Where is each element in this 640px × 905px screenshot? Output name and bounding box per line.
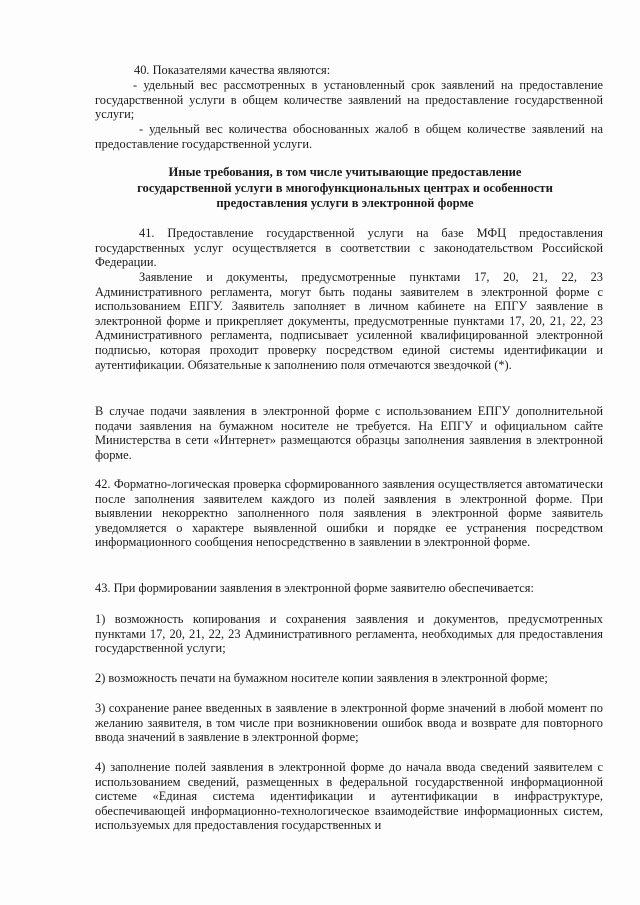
list-item-2: 2) возможность печати на бумажном носителе копии заявления в электронной форме;: [95, 671, 548, 685]
paragraph-43: 43. При формировании заявления в электронной форме заявителю обеспечивается:: [95, 581, 534, 595]
paragraph-40-item-1: - удельный вес рассмотренных в установленный срок заявлений на предоставление государственной услуги в общем количестве заявлений на предоставление государственной услуги;: [95, 78, 603, 122]
list-item-2-block: [95, 671, 603, 686]
paragraph-41-block: [95, 226, 603, 270]
paragraph-40-item-1-block: [95, 78, 603, 122]
paragraph-40-title: 40. Показателями качества являются:: [134, 63, 331, 77]
list-item-1: 1) возможность копирования и сохранения заявления и документов, предусмотренных пунктами 17, 20, 21, 22, 23 Административного регламента, необходимых для предоставления государственной услуги;: [95, 612, 603, 656]
list-item-1-block: [95, 612, 603, 656]
paragraph-41c-block: [95, 404, 603, 462]
list-item-4-block: [95, 760, 603, 833]
paragraph-41c: В случае подачи заявления в электронной форме с использованием ЕПГУ дополнительной подачи заявления на бумажном носителе не требуется. На ЕПГУ и официальном сайте Министерства в сети «Интернет» размещаются образцы заполнения заявления в электронной форме.: [95, 404, 603, 462]
paragraph-41b-block: [95, 270, 603, 372]
paragraph-41b: Заявление и документы, предусмотренные пунктами 17, 20, 21, 22, 23 Административного регламента, могут быть поданы заявителем в электронной форме с использованием ЕПГУ. Заявитель заполняет в личном кабинете на ЕПГУ заявление в электронной форме и прикрепляет документы, предусмотренные пунктами 17, 20, 21, 22, 23 Административного регламента, подписывает усиленной квалифицированной электронной подписью, которая проходит проверку посредством единой системы идентификации и аутентификации. Обязательные к заполнению поля отмечаются звездочкой (*).: [95, 270, 603, 372]
paragraph-40-item-2: - удельный вес количества обоснованных жалоб в общем количестве заявлений на предоставление государственной услуги.: [95, 122, 603, 151]
paragraph-41: 41. Предоставление государственной услуги на базе МФЦ предоставления государственных услуг осуществляется в соответствии с законодательством Российской Федерации.: [95, 226, 603, 270]
list-item-3: 3) сохранение ранее введенных в заявление в электронной форме значений в любой момент по желанию заявителя, в том числе при возникновении ошибок ввода и возврате для повторного ввода значений в заявление в электронной форме;: [95, 701, 603, 745]
paragraph-42: 42. Форматно-логическая проверка сформированного заявления осуществляется автоматически после заполнения заявителем каждого из полей заявления в электронной форме. При выявлении некорректно заполненного поля заявления в электронной форме заявитель уведомляется о характере выявленной ошибки и порядке ее устранения посредством информационного сообщения непосредственно в заявлении в электронной форме.: [95, 477, 603, 550]
paragraph-42-block: [95, 477, 603, 550]
section-heading: Иные требования, в том числе учитывающие предоставление государственной услуги в многофункциональных центрах и особенности предоставления услуги в электронной форме: [137, 165, 553, 210]
paragraph-43-block: [95, 581, 603, 596]
paragraph-40-item-2-block: [95, 122, 603, 151]
list-item-4: 4) заполнение полей заявления в электронной форме до начала ввода сведений заявителем с использованием сведений, размещенных в федеральной государственной информационной системе «Единая система идентификации и аутентификации в инфраструктуре, обеспечивающей информационно-технологическое взаимодействие информационных систем, используемых для предоставления государственных и: [95, 760, 603, 833]
list-item-3-block: [95, 701, 603, 745]
